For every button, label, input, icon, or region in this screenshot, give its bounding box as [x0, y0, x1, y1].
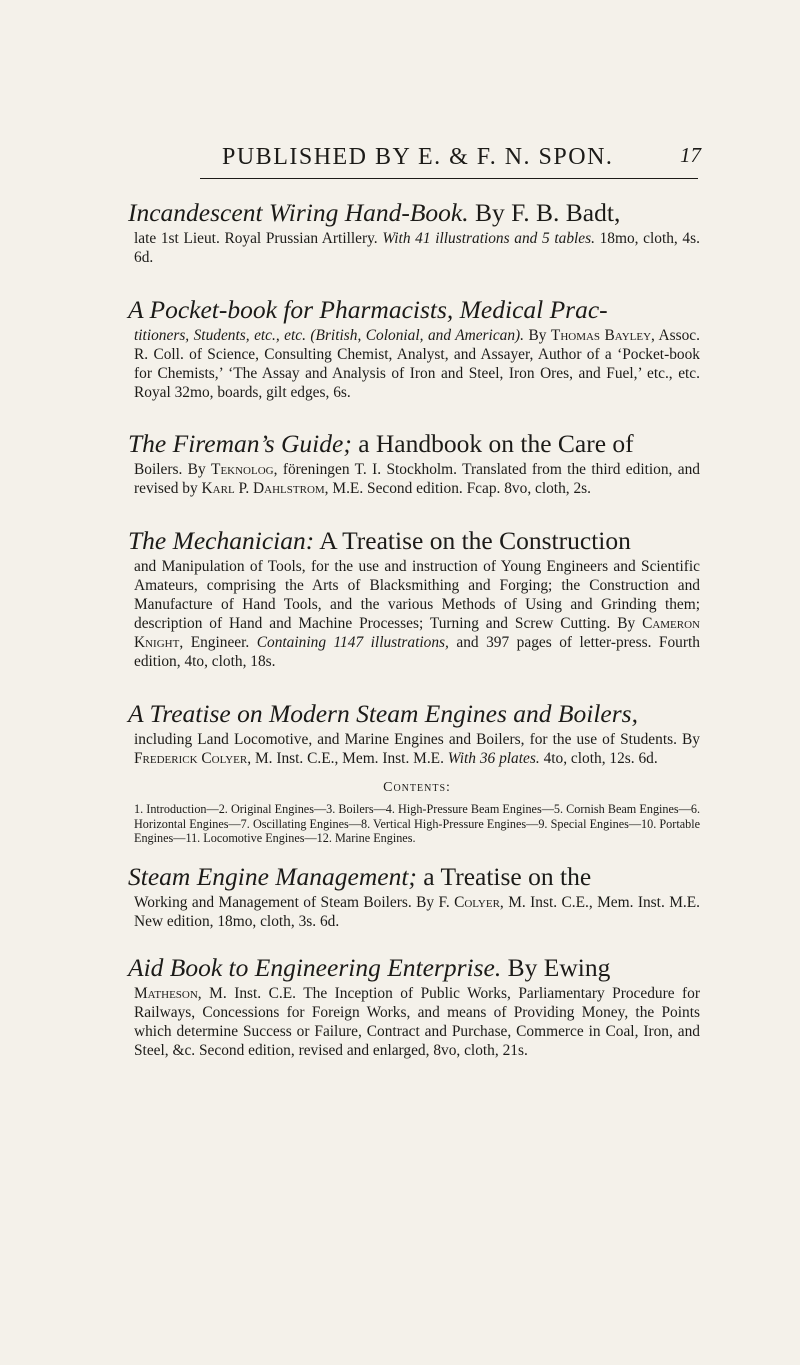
book-title-rest: A Treatise on the Construction — [319, 526, 631, 555]
by-label: By — [528, 327, 547, 344]
description-text: Engineer. — [190, 634, 250, 651]
entry-description — [134, 557, 700, 671]
book-entry-modern-steam-engines — [128, 697, 700, 846]
running-title: PUBLISHED BY E. & F. N. SPON. — [222, 144, 614, 170]
book-author: Frederick Colyer, — [134, 750, 252, 767]
book-subtitle: titioners, Students, etc., etc. (British, Colonial, and American). — [134, 327, 525, 344]
entry-description — [134, 460, 700, 498]
description-text: föreningen T. I. Stockholm. Translated from the third edition, and revised by — [134, 461, 701, 497]
book-entry-aid-book-engineering — [128, 951, 700, 1060]
book-author: By F. B. Badt, — [475, 198, 621, 227]
entry-heading — [128, 697, 700, 730]
entry-heading — [128, 951, 700, 984]
entry-heading — [128, 860, 700, 893]
entry-description — [134, 893, 700, 931]
contents-list: 1. Introduction—2. Original Engines—3. Boilers—4. High-Pressure Beam Engines—5. Cornish Beam Engines—6. Horizontal Engines—7. Oscillating Engines—8. Vertical High-Pressure Engines—9. Special Engines—10. Portable Engines—11. Locomotive Engines—12. Marine Engines. — [134, 802, 700, 845]
entry-heading — [128, 427, 700, 460]
description-text: and Manipulation of Tools, for the use and instruction of Young Engineers and Scientific Amateurs, comprising the Arts of Blacksmithing and Forging; the Construction and Manufacture of Hand Tools, and the various Methods of Using and Grinding them; description of Hand and Machine Processes; Turning and Screw Cutting. By — [134, 558, 700, 632]
book-entry-firemans-guide — [128, 427, 701, 498]
book-author: Thomas Bayley, — [550, 327, 655, 344]
book-entry-incandescent-wiring — [128, 196, 700, 267]
page-number: 17 — [680, 143, 701, 167]
book-title: The Fireman’s Guide; — [128, 429, 352, 458]
book-title: A Pocket-book for Pharmacists, Medical Prac- — [128, 295, 608, 324]
book-format-price: M. Inst. C.E., Mem. Inst. M.E. New edition, 18mo, cloth, 3s. 6d. — [134, 893, 700, 930]
book-title: Aid Book to Engineering Enterprise. — [128, 952, 502, 982]
header-rule — [200, 178, 698, 179]
entry-heading — [128, 196, 700, 229]
book-author: Cameron Knight, — [134, 615, 700, 651]
book-entry-steam-engine-management — [128, 860, 700, 931]
book-format-price: M.E. Second edition. Fcap. 8vo, cloth, 2s. — [332, 480, 592, 497]
book-author: Teknolog, — [211, 461, 278, 478]
author-rank: late 1st Lieut. Royal Prussian Artillery. — [134, 230, 378, 247]
description-text: including Land Locomotive, and Marine Engines and Boilers, for the use of Students. By — [134, 731, 700, 748]
book-title-rest: a Treatise on the — [423, 861, 592, 891]
book-title-rest: a Handbook on the Care of — [358, 429, 634, 458]
book-format-price: and 397 pages of letter-press. Fourth edition, 4to, cloth, 18s. — [134, 634, 700, 670]
book-entry-pocket-book-pharmacists — [128, 293, 700, 402]
entry-heading — [128, 524, 700, 557]
book-author-rest: Matheson, — [134, 984, 202, 1002]
book-translator: Karl P. Dahlstrom, — [201, 480, 329, 497]
entry-description — [134, 326, 700, 402]
description-text: M. Inst. C.E., Mem. Inst. M.E. — [254, 750, 444, 767]
book-illustrations: Containing 1147 illustrations, — [256, 634, 449, 651]
description-text: Working and Management of Steam Boilers. By — [134, 893, 435, 911]
book-entry-mechanician — [128, 524, 700, 671]
book-title: Incandescent Wiring Hand-Book. — [128, 198, 469, 227]
book-title: Steam Engine Management; — [128, 861, 417, 891]
entry-description — [134, 229, 700, 267]
entry-heading — [128, 293, 700, 326]
contents-label: Contents: — [383, 780, 451, 795]
book-title: The Mechanician: — [128, 526, 315, 555]
description-text: M. Inst. C.E. The Inception of Public Works, Parliamentary Procedure for Railways, Concessions for Foreign Works, and means of Providing Money, the Points which determine Success or Failure, Contract and Purchase, Commerce in Coal, Iron, and Steel, &c. Second edition, revised and enlarged, 8vo, cloth, 21s. — [134, 984, 700, 1059]
description-text: Boilers. By — [134, 461, 206, 478]
book-author: F. Colyer, — [438, 893, 504, 911]
entry-description — [134, 730, 700, 768]
book-title: A Treatise on Modern Steam Engines and Boilers, — [128, 699, 638, 728]
running-head — [0, 0, 800, 200]
entry-description — [134, 984, 700, 1060]
book-plates: With 36 plates. — [447, 750, 540, 767]
book-format-price: 18mo, cloth, 4s. 6d. — [134, 230, 700, 266]
book-extras: With 41 illustrations and 5 tables. — [382, 230, 595, 247]
book-author: By Ewing — [507, 952, 611, 982]
book-listings — [128, 196, 701, 1060]
book-format-price: 4to, cloth, 12s. 6d. — [543, 750, 658, 767]
book-details: Assoc. R. Coll. of Science, Consulting Chemist, Analyst, and Assayer, Author of a ‘Pocket-book for Chemists,’ ‘The Assay and Analysis of Iron and Steel, Iron Ores, and Fuel,’ etc., etc. Royal 32mo, boards, gilt edges, 6s. — [134, 327, 700, 401]
